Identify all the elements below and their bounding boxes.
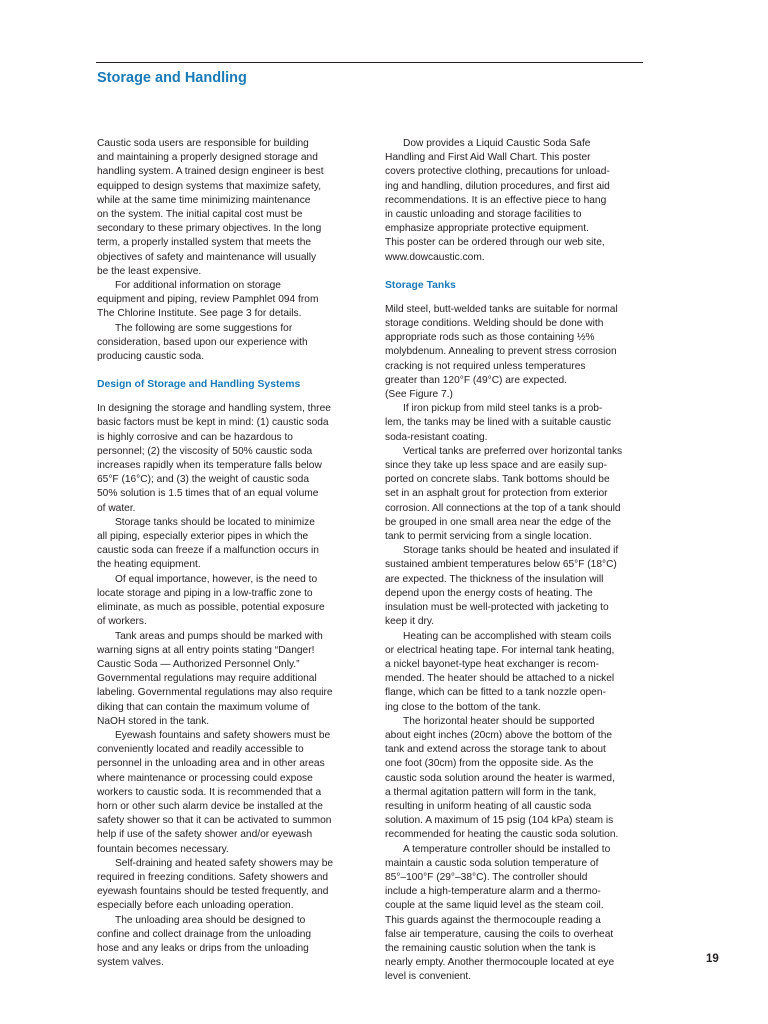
left-column bbox=[97, 137, 347, 970]
paragraph: Caustic soda users are responsible for building and maintaining a properly designed storage and handling system. A trained design engineer is best equipped to design systems that maximize safety, while at the same time minimizing maintenance on the system. The initial capital cost must be secondary to these primary objectives. In the long term, a properly installed system that meets the objectives of safety and maintenance will usually be the least expensive. bbox=[97, 138, 324, 277]
page-number: 19 bbox=[706, 953, 719, 965]
paragraph: Eyewash fountains and safety showers must be conveniently located and readily accessible to personnel in the unloading area and in other areas where maintenance or processing could expose workers to caustic soda. It is recommended that a horn or other such alarm device be installed at the safety shower so that it can be activated to summon help if use of the safety shower and/or eyewash fountain becomes necessary. bbox=[97, 729, 332, 855]
page-title: Storage and Handling bbox=[97, 70, 247, 86]
paragraph: Storage tanks should be located to minimize all piping, especially exterior pipes in which the caustic soda can freeze if a malfunction occurs in the heating equipment. bbox=[97, 516, 319, 571]
paragraph: Storage tanks should be heated and insulated if sustained ambient temperatures below 65°F (18°C) are expected. The thickness of the insulation will depend upon the energy costs of heating. The insulation must be well-protected with jacketing to keep it dry. bbox=[385, 545, 619, 628]
paragraph: Tank areas and pumps should be marked with warning signs at all entry points stating “Danger! Caustic Soda — Authorized Personnel Only.” Governmental regulations may require additional labeling. Governmental regulations may also require diking that can contain the maximum volume of NaOH stored in the tank. bbox=[97, 630, 333, 727]
paragraph: Heating can be accomplished with steam coils or electrical heating tape. For internal tank heating, a nickel bayonet-type heat exchanger is recom- mended. The heater should be attached to a nickel flange, which can be fitted to a tank nozzle open- ing close to the bottom of the tank. bbox=[385, 630, 615, 713]
paragraph: Mild steel, butt-welded tanks are suitable for normal storage conditions. Welding should be done with appropriate rods such as those containing ½% molybdenum. Annealing to prevent stress corrosion cracking is not required unless temperatures greater than 120°F (49°C) are expected. (See Figure 7.) bbox=[385, 303, 618, 401]
paragraph: In designing the storage and handling system, three basic factors must be kept in mind: (1) caustic soda is highly corrosive and can be hazardous to personnel; (2) the viscosity of 50% caustic soda increases rapidly when its temperature falls below 65°F (16°C); and (3) the weight of caustic soda 50% solution is 1.5 times that of an equal volume of water. bbox=[97, 403, 331, 514]
header-rule bbox=[96, 62, 643, 63]
paragraph: Vertical tanks are preferred over horizontal tanks since they take up less space and are easily sup- ported on concrete slabs. Tank bottoms should be set in an asphalt grout for protection from exterior corrosion. All connections at the top of a tank should be grouped in one small area near the edge of the tank to permit servicing from a single location. bbox=[385, 445, 623, 543]
section-heading: Design of Storage and Handling Systems bbox=[97, 379, 301, 391]
paragraph: Dow provides a Liquid Caustic Soda Safe Handling and First Aid Wall Chart. This poster covers protective clothing, precautions for unload- ing and handling, dilution procedures, and first aid recommendations. It is an effective piece to hang in caustic unloading and storage facilities to emphasize appropriate protective equipment. This poster can be ordered through our web site, www.dowcaustic.com. bbox=[385, 138, 610, 263]
paragraph: A temperature controller should be installed to maintain a caustic soda solution temperature of 85°–100°F (29°–38°C). The controller should include a high-temperature alarm and a thermo- couple at the same liquid level as the steam coil. This guards against the thermocouple reading a false air temperature, causing the coils to overheat the remaining caustic solution when the tank is nearly empty. Another thermocouple located at eye level is convenient. bbox=[385, 843, 615, 983]
section-heading: Storage Tanks bbox=[385, 279, 456, 291]
paragraph: For additional information on storage equipment and piping, review Pamphlet 094 from The Chlorine Institute. See page 3 for details. bbox=[97, 280, 319, 320]
paragraph: The unloading area should be designed to confine and collect drainage from the unloading hose and any leaks or drips from the unloading system valves. bbox=[97, 914, 312, 969]
paragraph: Self-draining and heated safety showers may be required in freezing conditions. Safety showers and eyewash fountains should be tested frequently, and especially before each unloading operation. bbox=[97, 857, 334, 912]
paragraph: If iron pickup from mild steel tanks is a prob- lem, the tanks may be lined with a suitable caustic soda-resistant coating. bbox=[385, 403, 611, 443]
paragraph: The following are some suggestions for consideration, based upon our experience with producing caustic soda. bbox=[97, 322, 308, 363]
paragraph: The horizontal heater should be supported about eight inches (20cm) above the bottom of the tank and extend across the storage tank to about one foot (30cm) from the opposite side. As the caustic soda solution around the heater is warmed, a thermal agitation pattern will form in the tank, resulting in uniform heating of all caustic soda solution. A maximum of 15 psig (104 kPa) steam is recommended for heating the caustic soda solution. bbox=[385, 715, 619, 841]
right-column bbox=[385, 137, 643, 985]
paragraph: Of equal importance, however, is the need to locate storage and piping in a low-traffic zone to eliminate, as much as possible, potential exposure of workers. bbox=[97, 573, 325, 628]
